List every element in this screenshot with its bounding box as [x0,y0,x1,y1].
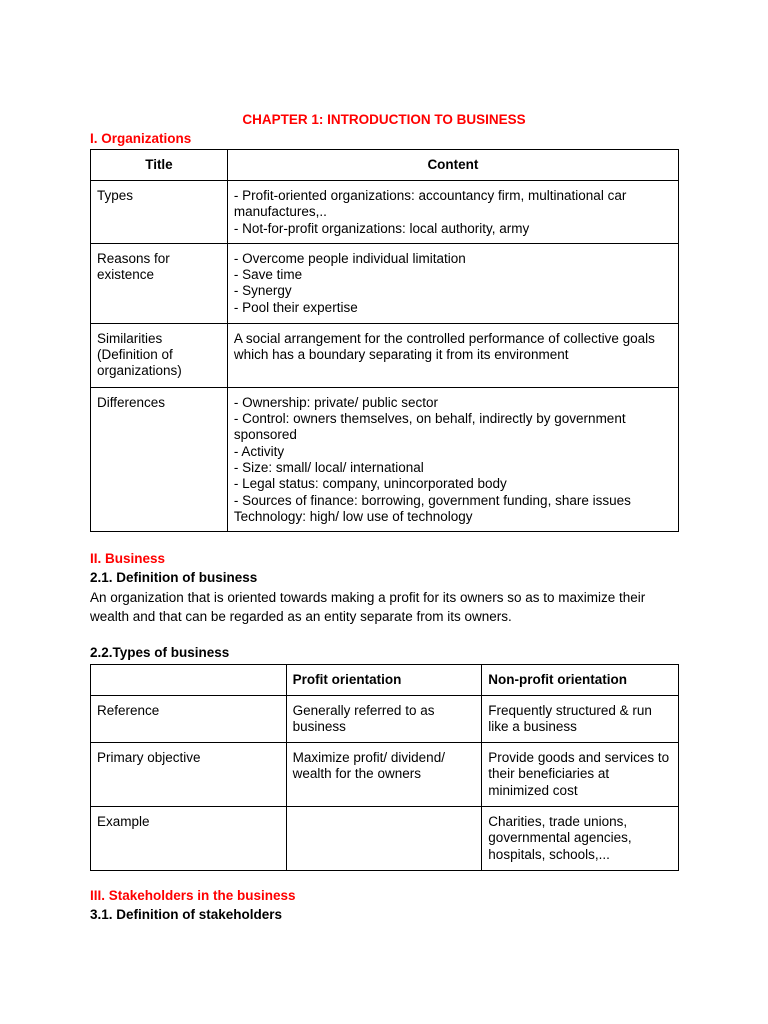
table-row [91,181,679,244]
content-line: - Profit-oriented organizations: accountancy firm, multinational car manufactures,.. [233,188,631,220]
section-heading-stakeholders: III. Stakeholders in the business [90,888,296,903]
row-content-cell [227,323,678,387]
row-title-line: existence [97,267,155,283]
row-title-cell [91,323,228,387]
organizations-table [90,149,679,532]
content-line: - Activity [233,443,285,459]
section-heading-business: II. Business [90,551,166,566]
table-row [91,387,679,531]
content-line: - Ownership: private/ public sector [233,394,438,410]
row-title-line: Similarities [97,330,163,346]
subheading-definition-of-stakeholders: 3.1. Definition of stakeholders [90,907,283,922]
row-content-cell [227,181,678,244]
content-line: - Save time [233,267,303,283]
table-row [91,243,679,323]
row-title-cell [91,243,228,323]
row-title-cell [91,181,228,244]
content-line: - Size: small/ local/ international [233,460,424,476]
content-line: - Not-for-profit organizations: local authority, army [233,220,530,236]
row-content-cell [227,243,678,323]
row-label-cell: Primary objective [91,743,287,807]
column-header-content: Content [227,150,678,181]
table-row [91,696,679,743]
row-title-line: Reasons for [97,250,170,266]
subheading-types-of-business: 2.2.Types of business [90,645,230,660]
profit-cell: Generally referred to as business [286,696,482,743]
row-title-line: Types [97,188,134,203]
nonprofit-cell: Provide goods and services to their beneficiaries at minimized cost [482,743,679,807]
row-content-cell [227,387,678,531]
row-label-cell: Example [91,807,287,871]
types-of-business-table [90,664,679,871]
nonprofit-cell: Frequently structured & run like a business [482,696,679,743]
content-line: - Sources of finance: borrowing, government funding, share issues [233,492,631,508]
content-line: - Synergy [233,283,292,299]
row-label-cell: Reference [91,696,287,743]
table-row [91,743,679,807]
row-title-cell [91,387,228,531]
content-line: - Overcome people individual limitation [233,250,466,266]
row-title-line: Differences [97,394,166,410]
column-header-nonprofit-orientation: Non-profit orientation [482,665,679,696]
row-title-line: (Definition of [97,347,173,363]
table-header-row [91,665,679,696]
definition-of-business-text: An organization that is oriented towards making a profit for its owners so as to maximize their wealth and that can be regarded as an entity separate from its owners. [90,590,646,624]
subheading-definition-of-business: 2.1. Definition of business [90,570,258,585]
content-line: - Pool their expertise [233,299,358,315]
table-row [91,323,679,387]
content-line: A social arrangement for the controlled performance of collective goals which has a boundary separating it from its environment [233,330,659,363]
content-line: - Legal status: company, unincorporated body [233,476,507,492]
table-header-row [91,150,679,181]
column-header-empty [91,665,287,696]
profit-cell: Maximize profit/ dividend/ wealth for the owners [286,743,482,807]
content-line: - Control: owners themselves, on behalf, indirectly by government sponsored [233,411,630,443]
row-title-line: organizations) [97,363,182,379]
column-header-profit-orientation: Profit orientation [286,665,482,696]
column-header-title: Title [91,150,228,181]
profit-cell [286,807,482,871]
table-row [91,807,679,871]
nonprofit-cell: Charities, trade unions, governmental agencies, hospitals, schools,... [482,807,679,871]
content-line: Technology: high/ low use of technology [233,508,473,524]
chapter-title: CHAPTER 1: INTRODUCTION TO BUSINESS [242,112,526,127]
section-heading-organizations: I. Organizations [90,131,192,146]
